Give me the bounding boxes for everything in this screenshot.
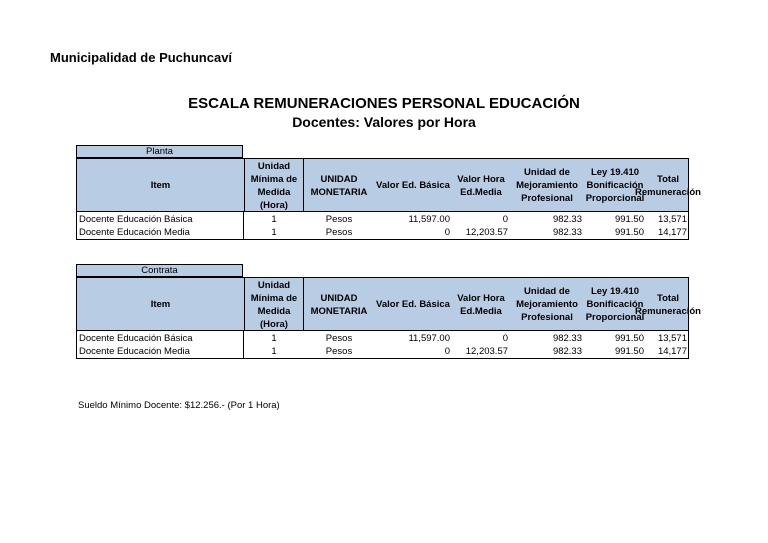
cell-media: 0 xyxy=(502,214,508,225)
cell-total: 13,571 xyxy=(657,333,687,344)
cell-ley: 991.50 xyxy=(614,346,644,357)
municipality-name: Municipalidad de Puchuncaví xyxy=(50,50,233,65)
cell-total: 13,571 xyxy=(657,214,687,225)
col-header-valor-basica: Valor Ed. Básica xyxy=(376,299,450,310)
cell-unidad: 1 xyxy=(271,227,277,238)
cell-moneda: Pesos xyxy=(325,227,353,238)
cell-media: 12,203.57 xyxy=(465,346,508,357)
cell-upm: 982.33 xyxy=(552,227,582,238)
col-header-valor-media: Valor Hora Ed.Media xyxy=(457,292,505,317)
cell-item: Docente Educación Media xyxy=(79,346,190,357)
cell-item: Docente Educación Básica xyxy=(79,214,193,225)
table-row xyxy=(77,332,688,345)
cell-upm: 982.33 xyxy=(552,333,582,344)
minimum-salary-note: Sueldo Mínimo Docente: $12.256.- (Por 1 Hora) xyxy=(78,400,280,411)
cell-basica: 11,597.00 xyxy=(408,333,450,344)
table-header-planta xyxy=(76,158,701,213)
cell-unidad: 1 xyxy=(271,346,277,357)
col-header-unidad-minima: Unidad Mínima de Medida (Hora) xyxy=(244,159,304,212)
col-header-unidad-monetaria: UNIDAD MONETARIA xyxy=(310,173,368,198)
col-header-item: Item xyxy=(150,299,171,310)
cell-media: 12,203.57 xyxy=(465,227,508,238)
cell-item: Docente Educación Básica xyxy=(79,333,193,344)
cell-ley: 991.50 xyxy=(614,333,644,344)
cell-basica: 11,597.00 xyxy=(408,214,450,225)
col-header-valor-basica: Valor Ed. Básica xyxy=(376,180,450,191)
col-header-unidad-monetaria: UNIDAD MONETARIA xyxy=(310,292,368,317)
col-header-total: Total Remuneración xyxy=(635,173,701,198)
cell-item: Docente Educación Media xyxy=(79,227,190,238)
cell-total: 14,177 xyxy=(657,227,687,238)
col-header-item: Item xyxy=(150,180,171,191)
cell-basica: 0 xyxy=(444,227,450,238)
col-header-mejoramiento: Unidad de Mejoramiento Profesional xyxy=(516,167,578,204)
section-label-planta: Planta xyxy=(76,145,243,158)
page-title: ESCALA REMUNERACIONES PERSONAL EDUCACIÓN xyxy=(188,95,580,112)
cell-moneda: Pesos xyxy=(325,346,353,357)
col-header-ley: Ley 19.410 Bonificación Proporcional xyxy=(585,167,645,204)
table-row xyxy=(77,226,688,239)
cell-moneda: Pesos xyxy=(325,214,353,225)
page-subtitle: Docentes: Valores por Hora xyxy=(292,114,476,130)
cell-moneda: Pesos xyxy=(325,333,353,344)
cell-upm: 982.33 xyxy=(552,214,582,225)
col-header-total: Total Remuneración xyxy=(635,292,701,317)
table-row xyxy=(77,213,688,226)
cell-media: 0 xyxy=(502,333,508,344)
table-body-contrata xyxy=(76,330,689,359)
cell-ley: 991.50 xyxy=(614,214,644,225)
cell-ley: 991.50 xyxy=(614,227,644,238)
cell-unidad: 1 xyxy=(271,214,277,225)
col-header-ley: Ley 19.410 Bonificación Proporcional xyxy=(585,286,645,323)
section-label-contrata: Contrata xyxy=(76,264,243,277)
cell-total: 14,177 xyxy=(657,346,687,357)
table-header-contrata xyxy=(76,277,701,332)
col-header-valor-media: Valor Hora Ed.Media xyxy=(457,173,505,198)
table-body-planta xyxy=(76,211,689,240)
table-row xyxy=(77,345,688,358)
cell-unidad: 1 xyxy=(271,333,277,344)
cell-upm: 982.33 xyxy=(552,346,582,357)
cell-basica: 0 xyxy=(444,346,450,357)
col-header-unidad-minima: Unidad Mínima de Medida (Hora) xyxy=(244,278,304,331)
col-header-mejoramiento: Unidad de Mejoramiento Profesional xyxy=(516,286,578,323)
